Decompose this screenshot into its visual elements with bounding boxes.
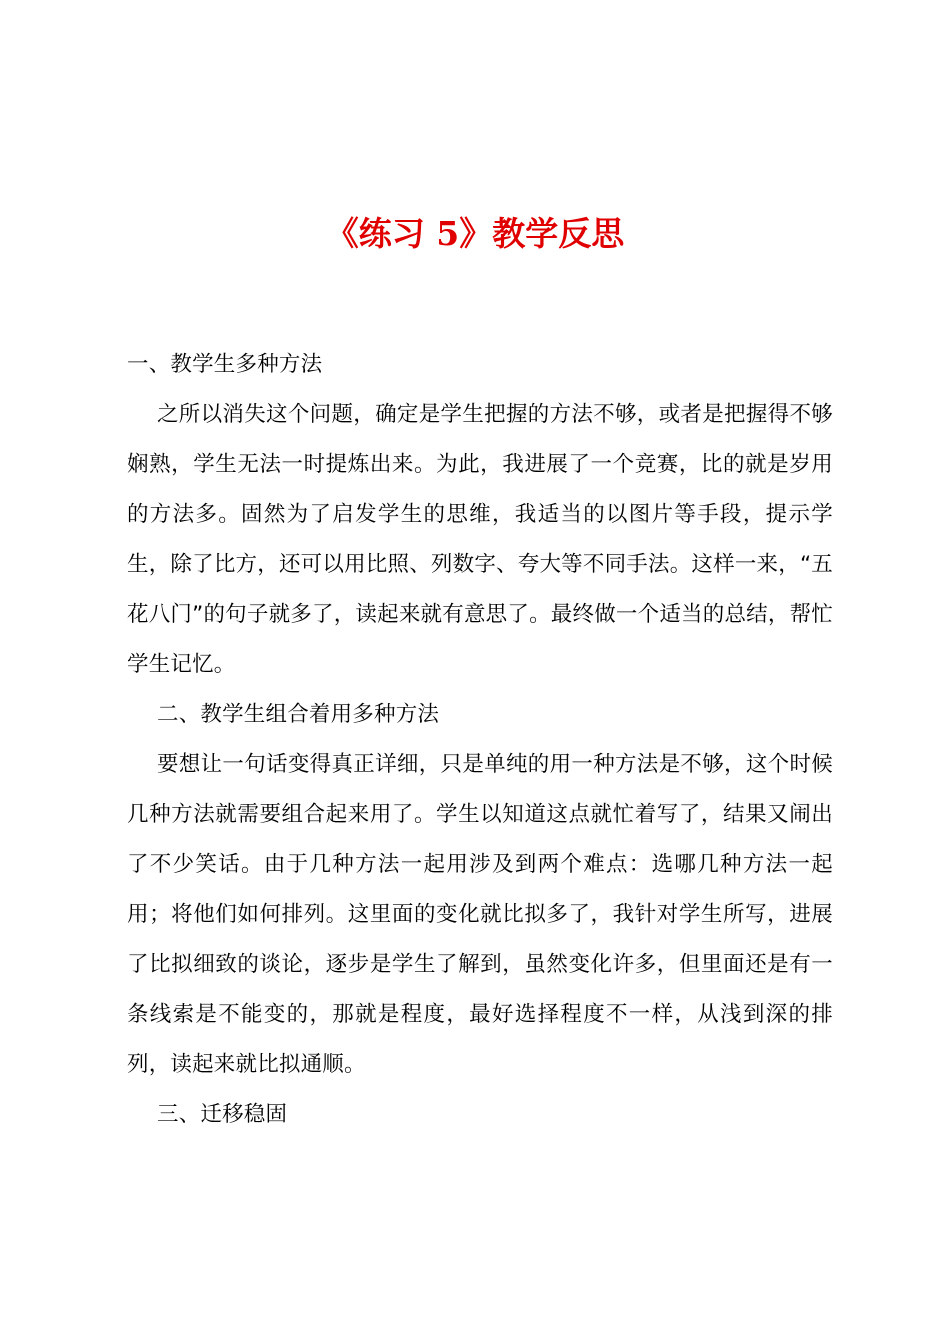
- section-paragraph-2: 要想让一句话变得真正详细，只是单纯的用一种方法是不够，这个时候几种方法就需要组合起来用了。学生以知道这点就忙着写了，结果又闹出了不少笑话。由于几种方法一起用涉及到两个难点：选哪几种方法一起用；将他们如何排列。这里面的变化就比拟多了，我针对学生所写，进展了比拟细致的谈论，逐步是学生了解到，虽然变化许多，但里面还是有一条线索是不能变的，那就是程度，最好选择程度不一样，从浅到深的排列，读起来就比拟通顺。: [127, 752, 833, 1077]
- section-paragraph-1: 之所以消失这个问题，确定是学生把握的方法不够，或者是把握得不够娴熟，学生无法一时提炼出来。为此，我进展了一个竞赛，比的就是岁用的方法多。固然为了启发学生的思维，我适当的以图片等手段，提示学生，除了比方，还可以用比照、列数字、夸大等不同手法。这样一来，“五花八门”的句子就多了，读起来就有意思了。最终做一个适当的总结，帮忙学生记忆。: [127, 402, 833, 677]
- section-heading-2: 二、教学生组合着用多种方法: [157, 702, 440, 727]
- document-body: [127, 340, 833, 1140]
- document-title: 《练习 5》教学反思: [325, 214, 625, 253]
- section-heading-1: 一、教学生多种方法: [127, 352, 323, 377]
- section-heading-3: 三、迁移稳固: [157, 1102, 288, 1127]
